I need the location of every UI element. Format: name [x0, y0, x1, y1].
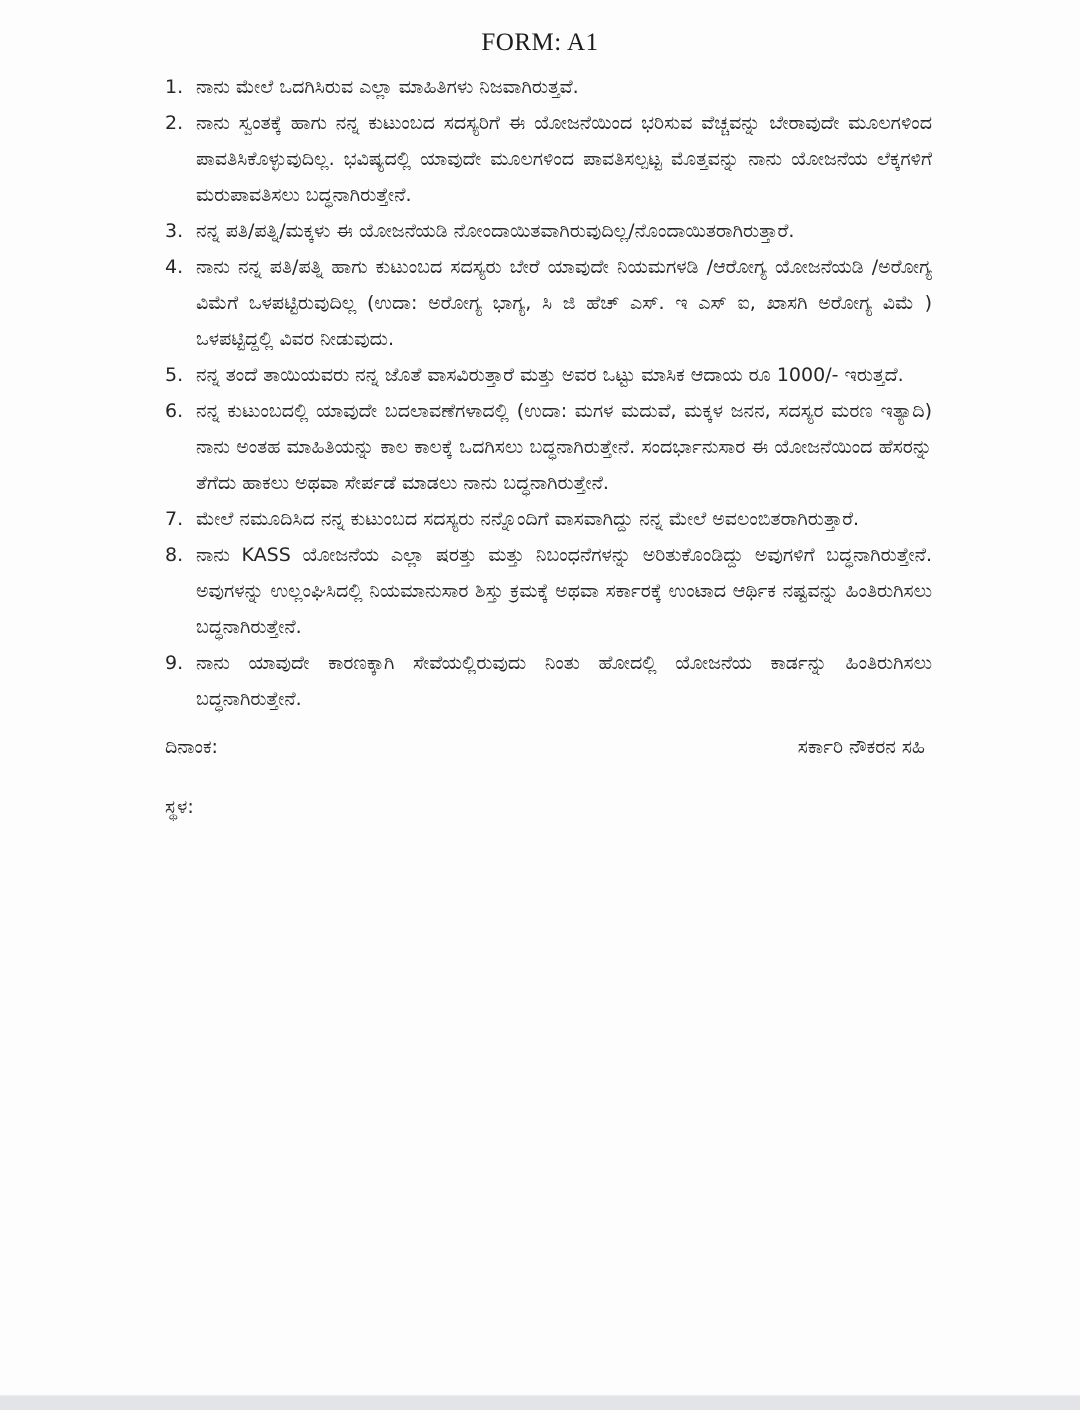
item-text: ನನ್ನ ಕುಟುಂಬದಲ್ಲಿ ಯಾವುದೇ ಬದಲಾವಣೆಗಳಾದಲ್ಲಿ (ಉದಾ: ಮಗಳ ಮದುವೆ, ಮಕ್ಕಳ ಜನನ, ಸದಸ್ಯರ ಮರಣ ಇತ್ಯಾದಿ) ನಾನು ಅಂತಹ ಮಾಹಿತಿಯನ್ನು ಕಾಲ ಕಾಲಕ್ಕೆ ಒದಗಿಸಲು ಬದ್ಧನಾಗಿರುತ್ತೇನೆ. ಸಂದರ್ಭಾನುಸಾರ ಈ ಯೋಜನೆಯಿಂದ ಹೆಸರನ್ನು ತೆಗೆದು ಹಾಕಲು ಅಥವಾ ಸೇರ್ಪಡೆ ಮಾಡಲು ನಾನು ಬದ್ಧನಾಗಿರುತ್ತೇನೆ.	[196, 400, 932, 494]
item-text: ನನ್ನ ತಂದೆ ತಾಯಿಯವರು ನನ್ನ ಜೊತೆ ವಾಸವಿರುತ್ತಾರೆ ಮತ್ತು ಅವರ ಒಟ್ಟು ಮಾಸಿಕ ಆದಾಯ ರೂ 1000/- ಇರುತ್ತದೆ.	[196, 364, 904, 386]
item-number: 1.	[165, 76, 184, 98]
declaration-item-8	[165, 537, 932, 645]
declaration-item-2	[165, 105, 932, 213]
declaration-list	[0, 69, 1080, 717]
declaration-item-5	[165, 357, 932, 393]
page-title: FORM: A1	[481, 29, 599, 56]
item-number: 8.	[165, 544, 184, 566]
declaration-item-7	[165, 501, 932, 537]
declaration-item-6	[165, 393, 932, 501]
declaration-item-9	[165, 645, 932, 717]
item-text: ನಾನು ಮೇಲೆ ಒದಗಿಸಿರುವ ಎಲ್ಲಾ ಮಾಹಿತಿಗಳು ನಿಜವಾಗಿರುತ್ತವೆ.	[196, 76, 579, 98]
place-row	[0, 789, 1080, 825]
declaration-item-1	[165, 69, 932, 105]
item-text: ನನ್ನ ಪತಿ/ಪತ್ನಿ/ಮಕ್ಕಳು ಈ ಯೋಜನೆಯಡಿ ನೋಂದಾಯಿತವಾಗಿರುವುದಿಲ್ಲ/ನೊಂದಾಯಿತರಾಗಿರುತ್ತಾರೆ.	[196, 220, 795, 242]
declaration-item-4	[165, 249, 932, 357]
declaration-item-3	[165, 213, 932, 249]
item-text: ನಾನು ನನ್ನ ಪತಿ/ಪತ್ನಿ ಹಾಗು ಕುಟುಂಬದ ಸದಸ್ಯರು ಬೇರೆ ಯಾವುದೇ ನಿಯಮಗಳಡಿ /ಆರೋಗ್ಯ ಯೋಜನೆಯಡಿ /ಅರೋಗ್ಯ ವಿಮೆಗೆ ಒಳಪಟ್ಟಿರುವುದಿಲ್ಲ (ಉದಾ: ಅರೋಗ್ಯ ಭಾಗ್ಯ, ಸಿ ಜಿ ಹೆಚ್ ಎಸ್. ಇ ಎಸ್ ಐ, ಖಾಸಗಿ ಅರೋಗ್ಯ ವಿಮೆ ) ಒಳಪಟ್ಟಿದ್ದಲ್ಲಿ ವಿವರ ನೀಡುವುದು.	[196, 256, 932, 350]
item-text: ನಾನು KASS ಯೋಜನೆಯ ಎಲ್ಲಾ ಷರತ್ತು ಮತ್ತು ನಿಬಂಧನೆಗಳನ್ನು ಅರಿತುಕೊಂಡಿದ್ದು ಅವುಗಳಿಗೆ ಬದ್ಧನಾಗಿರುತ್ತೇನೆ. ಅವುಗಳನ್ನು ಉಲ್ಲಂಘಿಸಿದಲ್ಲಿ ನಿಯಮಾನುಸಾರ ಶಿಸ್ತು ಕ್ರಮಕ್ಕೆ ಅಥವಾ ಸರ್ಕಾರಕ್ಕೆ ಉಂಟಾದ ಆರ್ಥಿಕ ನಷ್ಟವನ್ನು ಹಿಂತಿರುಗಿಸಲು ಬದ್ಧನಾಗಿರುತ್ತೇನೆ.	[196, 544, 932, 638]
item-number: 9.	[165, 652, 184, 674]
item-number: 3.	[165, 220, 184, 242]
item-text: ನಾನು ಸ್ವಂತಕ್ಕೆ ಹಾಗು ನನ್ನ ಕುಟುಂಬದ ಸದಸ್ಯರಿಗೆ ಈ ಯೋಜನೆಯಿಂದ ಭರಿಸುವ ವೆಚ್ಚವನ್ನು ಬೇರಾವುದೇ ಮೂಲಗಳಿಂದ ಪಾವತಿಸಿಕೊಳ್ಳುವುದಿಲ್ಲ. ಭವಿಷ್ಯದಲ್ಲಿ ಯಾವುದೇ ಮೂಲಗಳಿಂದ ಪಾವತಿಸಲ್ಪಟ್ಟ ಮೊತ್ತವನ್ನು ನಾನು ಯೋಜನೆಯ ಲೆಕ್ಕಗಳಿಗೆ ಮರುಪಾವತಿಸಲು ಬದ್ಧನಾಗಿರುತ್ತೇನೆ.	[196, 112, 932, 206]
date-signature-row	[0, 729, 1080, 765]
item-number: 6.	[165, 400, 184, 422]
signature-label: ಸರ್ಕಾರಿ ನೌಕರನ ಸಹಿ	[797, 736, 925, 758]
item-number: 2.	[165, 112, 184, 134]
item-number: 7.	[165, 508, 184, 530]
item-text: ಮೇಲೆ ನಮೂದಿಸಿದ ನನ್ನ ಕುಟುಂಬದ ಸದಸ್ಯರು ನನ್ನೊಂದಿಗೆ ವಾಸವಾಗಿದ್ದು ನನ್ನ ಮೇಲೆ ಅವಲಂಬಿತರಾಗಿರುತ್ತಾರೆ.	[196, 508, 860, 530]
item-number: 4.	[165, 256, 184, 278]
item-text: ನಾನು ಯಾವುದೇ ಕಾರಣಕ್ಕಾಗಿ ಸೇವೆಯಲ್ಲಿರುವುದು ನಿಂತು ಹೋದಲ್ಲಿ ಯೋಜನೆಯ ಕಾರ್ಡನ್ನು ಹಿಂತಿರುಗಿಸಲು ಬದ್ಧನಾಗಿರುತ್ತೇನೆ.	[196, 652, 932, 710]
bottom-bar	[0, 1395, 1080, 1410]
place-label: ಸ್ಥಳ:	[165, 796, 194, 818]
date-label: ದಿನಾಂಕ:	[165, 736, 218, 758]
item-number: 5.	[165, 364, 184, 386]
